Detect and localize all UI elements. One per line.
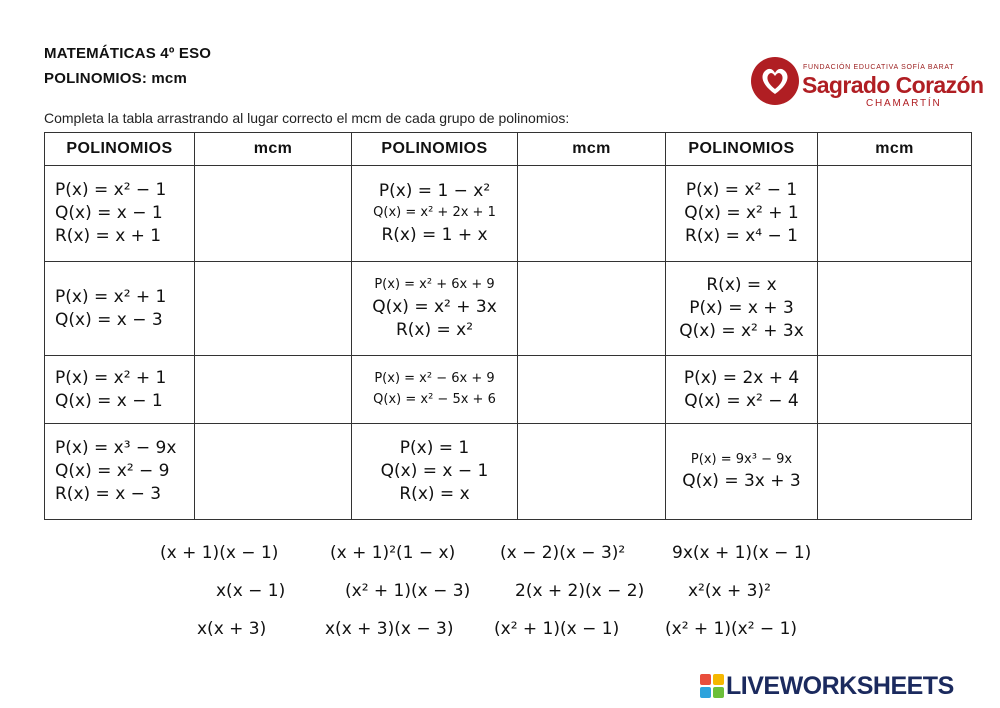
polynomial: P(x) = x² − 1 [55, 180, 167, 201]
liveworksheets-logo-icon [700, 674, 724, 698]
polynomial-group [352, 424, 518, 520]
polynomial-group [45, 166, 195, 262]
logo-main-text: Sagrado Corazón [802, 72, 984, 98]
mcm-drop-zone[interactable] [195, 356, 352, 424]
polynomial: Q(x) = x² + 3x [679, 320, 804, 341]
polynomial-group [45, 356, 195, 424]
polynomial: Q(x) = x² − 4 [684, 390, 799, 411]
polynomial-group [352, 262, 518, 356]
polynomial: P(x) = x² + 1 [55, 367, 167, 388]
polynomial: P(x) = 2x + 4 [683, 367, 800, 388]
mcm-drop-zone[interactable] [518, 262, 666, 356]
liveworksheets-wordmark: LIVEWORKSHEETS [726, 672, 954, 700]
polynomial: P(x) = 1 − x² [378, 181, 491, 202]
polynomial: P(x) = 9x³ − 9x [690, 451, 793, 467]
polynomial: P(x) = x² + 6x + 9 [374, 277, 495, 293]
polynomial-group [352, 356, 518, 424]
polynomial: R(x) = x − 3 [55, 483, 162, 504]
polynomial: P(x) = x² − 6x + 9 [374, 370, 495, 386]
header-polinomios: POLINOMIOS [352, 133, 518, 166]
answer-option[interactable]: 9x(x + 1)(x − 1) [672, 543, 812, 563]
header-mcm: mcm [195, 133, 352, 166]
header-mcm: mcm [518, 133, 666, 166]
page-subtitle: POLINOMIOS: mcm [44, 70, 188, 87]
answer-option[interactable]: (x + 1)(x − 1) [160, 543, 279, 563]
mcm-drop-zone[interactable] [518, 424, 666, 520]
mcm-drop-zone[interactable] [195, 424, 352, 520]
logo-sub-text: CHAMARTÍN [866, 98, 942, 109]
polynomial-group [45, 424, 195, 520]
logo-top-text: FUNDACIÓN EDUCATIVA SOFÍA BARAT [803, 64, 955, 71]
answer-option[interactable]: 2(x + 2)(x − 2) [515, 581, 645, 601]
mcm-drop-zone[interactable] [518, 166, 666, 262]
polynomial: Q(x) = x − 3 [55, 309, 163, 330]
heart-emblem-icon [750, 56, 800, 106]
mcm-drop-zone[interactable] [195, 262, 352, 356]
polynomial: Q(x) = x² + 1 [684, 203, 799, 224]
instructions-text: Completa la tabla arrastrando al lugar correcto el mcm de cada grupo de polinomios: [44, 110, 570, 126]
mcm-drop-zone[interactable] [518, 356, 666, 424]
polynomial: P(x) = x³ − 9x [55, 438, 177, 459]
polynomial: P(x) = x + 3 [689, 298, 794, 319]
polynomial: R(x) = x [399, 483, 470, 504]
table-row [45, 356, 972, 424]
answer-option[interactable]: (x² + 1)(x² − 1) [665, 619, 798, 639]
polynomial: Q(x) = x − 1 [55, 390, 163, 411]
polynomial: R(x) = x [706, 275, 777, 296]
answer-option[interactable]: x(x + 3) [197, 619, 267, 639]
header-mcm: mcm [818, 133, 972, 166]
answer-option[interactable]: x²(x + 3)² [688, 581, 771, 601]
table-row [45, 424, 972, 520]
answer-option[interactable]: (x² + 1)(x − 3) [345, 581, 471, 601]
header-polinomios: POLINOMIOS [666, 133, 818, 166]
answer-option[interactable]: (x² + 1)(x − 1) [494, 619, 620, 639]
polynomial: R(x) = x² [395, 319, 474, 340]
table-row [45, 166, 972, 262]
answer-option[interactable]: (x + 1)²(1 − x) [330, 543, 456, 563]
mcm-drop-zone[interactable] [818, 356, 972, 424]
table-header-row [45, 133, 972, 166]
school-logo [750, 56, 984, 112]
polynomial: Q(x) = x − 1 [55, 203, 163, 224]
polynomial: P(x) = x² − 1 [685, 180, 798, 201]
mcm-drop-zone[interactable] [195, 166, 352, 262]
mcm-drop-zone[interactable] [818, 424, 972, 520]
polynomial-group [666, 356, 818, 424]
header-polinomios: POLINOMIOS [45, 133, 195, 166]
page-title: MATEMÁTICAS 4º ESO [44, 45, 212, 62]
polynomial-group [45, 262, 195, 356]
polynomial: Q(x) = x − 1 [380, 461, 489, 482]
table-row [45, 262, 972, 356]
polynomial: R(x) = x + 1 [55, 225, 162, 246]
polynomial-group [666, 166, 818, 262]
answer-option[interactable]: x(x + 3)(x − 3) [325, 619, 454, 639]
polynomial: R(x) = 1 + x [381, 224, 488, 245]
polynomial: Q(x) = x² + 2x + 1 [373, 205, 496, 221]
mcm-drop-zone[interactable] [818, 262, 972, 356]
polynomial-group [352, 166, 518, 262]
polynomial: R(x) = x⁴ − 1 [685, 225, 798, 246]
polynomial: Q(x) = 3x + 3 [682, 471, 801, 492]
polynomial-group [666, 262, 818, 356]
polynomial: Q(x) = x² − 9 [55, 461, 170, 482]
answer-option[interactable]: (x − 2)(x − 3)² [500, 543, 626, 563]
polynomial: P(x) = 1 [399, 438, 470, 459]
answer-option[interactable]: x(x − 1) [216, 581, 286, 601]
polynomial-table [44, 132, 972, 520]
polynomial: Q(x) = x² − 5x + 6 [373, 391, 496, 407]
polynomial: Q(x) = x² + 3x [372, 296, 497, 317]
polynomial: P(x) = x² + 1 [55, 286, 167, 307]
polynomial-group [666, 424, 818, 520]
mcm-drop-zone[interactable] [818, 166, 972, 262]
